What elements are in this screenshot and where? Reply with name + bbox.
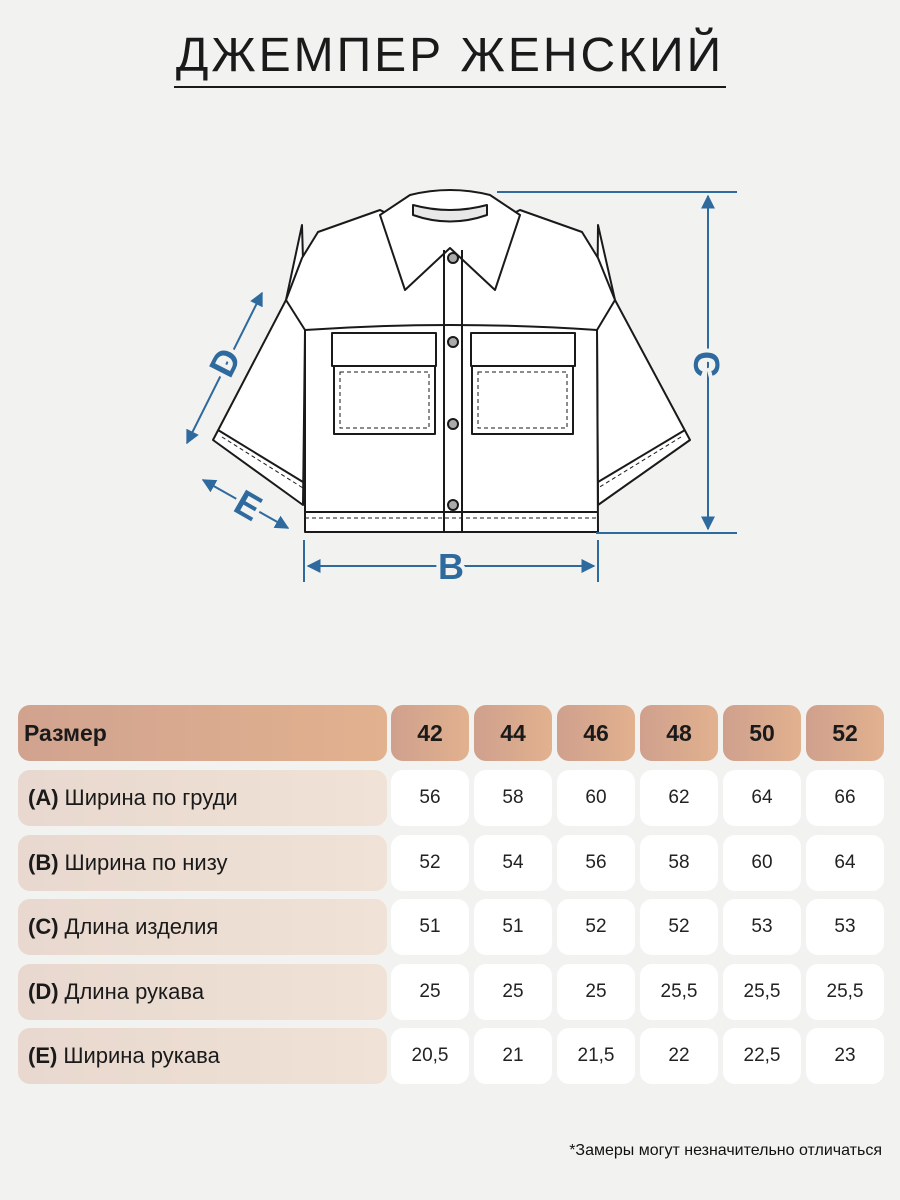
table-cell: 62 bbox=[640, 770, 718, 826]
row-name: Ширина рукава bbox=[63, 1043, 220, 1068]
right-pocket bbox=[472, 366, 573, 434]
table-cell: 60 bbox=[723, 835, 801, 891]
button bbox=[448, 253, 458, 263]
table-cell: 60 bbox=[557, 770, 635, 826]
row-code: (E) bbox=[28, 1043, 58, 1068]
button bbox=[448, 337, 458, 347]
header-size-2: 46 bbox=[557, 705, 635, 761]
table-cell: 25,5 bbox=[806, 964, 884, 1020]
right-sleeve bbox=[597, 225, 690, 505]
table-cell: 64 bbox=[806, 835, 884, 891]
row-code: (B) bbox=[28, 850, 59, 875]
table-cell: 25,5 bbox=[723, 964, 801, 1020]
table-cell: 25 bbox=[391, 964, 469, 1020]
header-size-1: 44 bbox=[474, 705, 552, 761]
jacket-drawing bbox=[213, 190, 690, 532]
row-label bbox=[18, 899, 387, 955]
row-label bbox=[18, 964, 387, 1020]
table-cell: 25 bbox=[474, 964, 552, 1020]
table-cell: 23 bbox=[806, 1028, 884, 1084]
table-cell: 22 bbox=[640, 1028, 718, 1084]
table-cell: 66 bbox=[806, 770, 884, 826]
row-label bbox=[18, 770, 387, 826]
table-cell: 53 bbox=[723, 899, 801, 955]
row-code: (A) bbox=[28, 785, 59, 810]
table-cell: 52 bbox=[640, 899, 718, 955]
table-cell: 58 bbox=[474, 770, 552, 826]
row-name: Ширина по груди bbox=[64, 785, 238, 810]
label-d: D bbox=[200, 341, 250, 384]
button bbox=[448, 419, 458, 429]
table-cell: 52 bbox=[557, 899, 635, 955]
table-cell: 25,5 bbox=[640, 964, 718, 1020]
left-pocket bbox=[334, 366, 435, 434]
table-cell: 51 bbox=[474, 899, 552, 955]
header-size-4: 50 bbox=[723, 705, 801, 761]
table-cell: 56 bbox=[557, 835, 635, 891]
table-cell: 21 bbox=[474, 1028, 552, 1084]
table-cell: 54 bbox=[474, 835, 552, 891]
title-text: ДЖЕМПЕР ЖЕНСКИЙ bbox=[174, 30, 726, 88]
row-name: Длина рукава bbox=[64, 979, 205, 1004]
table-cell: 51 bbox=[391, 899, 469, 955]
table-cell: 52 bbox=[391, 835, 469, 891]
row-name: Ширина по низу bbox=[64, 850, 228, 875]
row-code: (C) bbox=[28, 914, 59, 939]
table-cell: 58 bbox=[640, 835, 718, 891]
header-size-3: 48 bbox=[640, 705, 718, 761]
table-cell: 21,5 bbox=[557, 1028, 635, 1084]
button bbox=[448, 500, 458, 510]
header-size-0: 42 bbox=[391, 705, 469, 761]
header-size-5: 52 bbox=[806, 705, 884, 761]
label-c: C bbox=[686, 351, 727, 377]
left-pocket-flap bbox=[332, 333, 436, 366]
row-name: Длина изделия bbox=[64, 914, 219, 939]
row-label bbox=[18, 1028, 387, 1084]
label-b: B bbox=[438, 546, 464, 587]
table-cell: 64 bbox=[723, 770, 801, 826]
table-cell: 56 bbox=[391, 770, 469, 826]
label-e: E bbox=[227, 481, 269, 529]
table-cell: 20,5 bbox=[391, 1028, 469, 1084]
footnote: *Замеры могут незначительно отличаться bbox=[569, 1142, 882, 1159]
row-code: (D) bbox=[28, 979, 59, 1004]
table-cell: 22,5 bbox=[723, 1028, 801, 1084]
table-cell: 25 bbox=[557, 964, 635, 1020]
header-size-label: Размер bbox=[18, 705, 387, 761]
row-label bbox=[18, 835, 387, 891]
table-cell: 53 bbox=[806, 899, 884, 955]
right-pocket-flap bbox=[471, 333, 575, 366]
